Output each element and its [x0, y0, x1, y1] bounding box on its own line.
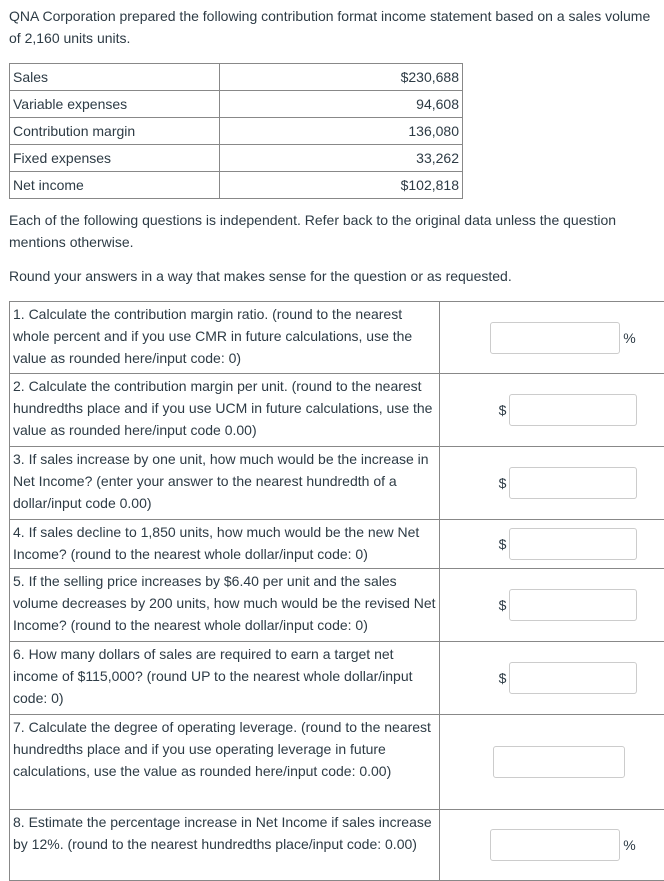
- answer-cell: [440, 810, 664, 880]
- income-row: [10, 64, 463, 91]
- answer-input[interactable]: [509, 394, 637, 426]
- answer-input[interactable]: [490, 322, 620, 354]
- answer-input[interactable]: [509, 467, 637, 499]
- question-text: 3. If sales increase by one unit, how much would be the increase in Net Income? (enter your answer to the nearest hundredth of a dollar/input code 0.00): [9, 447, 440, 519]
- answer-cell: [440, 642, 664, 714]
- question-row: [9, 642, 664, 715]
- question-text: 6. How many dollars of sales are required to earn a target net income of $115,000? (round UP to the nearest whole dollar/input code: 0): [9, 642, 440, 714]
- dollar-prefix: $: [498, 597, 507, 613]
- question-text: 4. If sales decline to 1,850 units, how much would be the new Net Income? (round to the nearest whole dollar/input code: 0): [9, 520, 440, 568]
- answer-cell: [440, 520, 664, 568]
- dollar-prefix: $: [498, 402, 507, 418]
- questions-table: [9, 301, 664, 881]
- dollar-prefix: $: [498, 536, 507, 552]
- question-text: 2. Calculate the contribution margin per unit. (round to the nearest hundredths place and if you use UCM in future calculations, use the value as rounded here/input code 0.00): [9, 374, 440, 446]
- answer-cell: [440, 302, 664, 373]
- dollar-prefix: $: [498, 670, 507, 686]
- row-value: $230,688: [220, 64, 463, 91]
- income-row: [10, 172, 463, 199]
- income-row: [10, 91, 463, 118]
- question-text: 5. If the selling price increases by $6.40 per unit and the sales volume decreases by 200 units, how much would be the revised Net Income? (round to the nearest whole dollar/input code: 0): [9, 569, 440, 641]
- row-value: 94,608: [220, 91, 463, 118]
- row-label: Fixed expenses: [10, 145, 220, 172]
- answer-cell: [440, 374, 664, 446]
- row-label: Variable expenses: [10, 91, 220, 118]
- row-value: 33,262: [220, 145, 463, 172]
- question-row: [9, 447, 664, 520]
- answer-cell: [440, 715, 664, 809]
- row-label: Contribution margin: [10, 118, 220, 145]
- question-row: [9, 520, 664, 569]
- income-row: [10, 118, 463, 145]
- answer-input[interactable]: [493, 746, 625, 778]
- question-row: [9, 374, 664, 447]
- question-text: 8. Estimate the percentage increase in Net Income if sales increase by 12%. (round to the nearest hundredths place/input code: 0.00): [9, 810, 440, 880]
- row-label: Sales: [10, 64, 220, 91]
- question-text: 1. Calculate the contribution margin ratio. (round to the nearest whole percent and if you use CMR in future calculations, use the value as rounded here/input code: 0): [9, 302, 440, 373]
- instructions-text: Each of the following questions is independent. Refer back to the original data unless the question mentions otherwise.: [9, 212, 617, 250]
- percent-suffix: %: [623, 329, 636, 346]
- answer-cell: [440, 569, 664, 641]
- row-label: Net income: [10, 172, 220, 199]
- question-row: [9, 302, 664, 374]
- row-value: 136,080: [220, 118, 463, 145]
- rounding-note: Round your answers in a way that makes sense for the question or as requested.: [9, 268, 512, 284]
- question-text: 7. Calculate the degree of operating leverage. (round to the nearest hundredths place and if you use operating leverage in future calculations, use the value as rounded here/input code: 0.00): [9, 715, 440, 809]
- income-statement-table: [9, 63, 463, 199]
- question-row: [9, 715, 664, 810]
- question-row: [9, 810, 664, 881]
- intro-text: QNA Corporation prepared the following contribution format income statement based on a sales volume of 2,160 units units.: [9, 8, 651, 46]
- answer-input[interactable]: [509, 528, 637, 560]
- answer-input[interactable]: [509, 662, 637, 694]
- income-row: [10, 145, 463, 172]
- row-value: $102,818: [220, 172, 463, 199]
- answer-input[interactable]: [490, 829, 620, 861]
- answer-input[interactable]: [509, 589, 637, 621]
- percent-suffix: %: [623, 837, 636, 853]
- answer-cell: [440, 447, 664, 519]
- dollar-prefix: $: [498, 475, 507, 491]
- question-row: [9, 569, 664, 642]
